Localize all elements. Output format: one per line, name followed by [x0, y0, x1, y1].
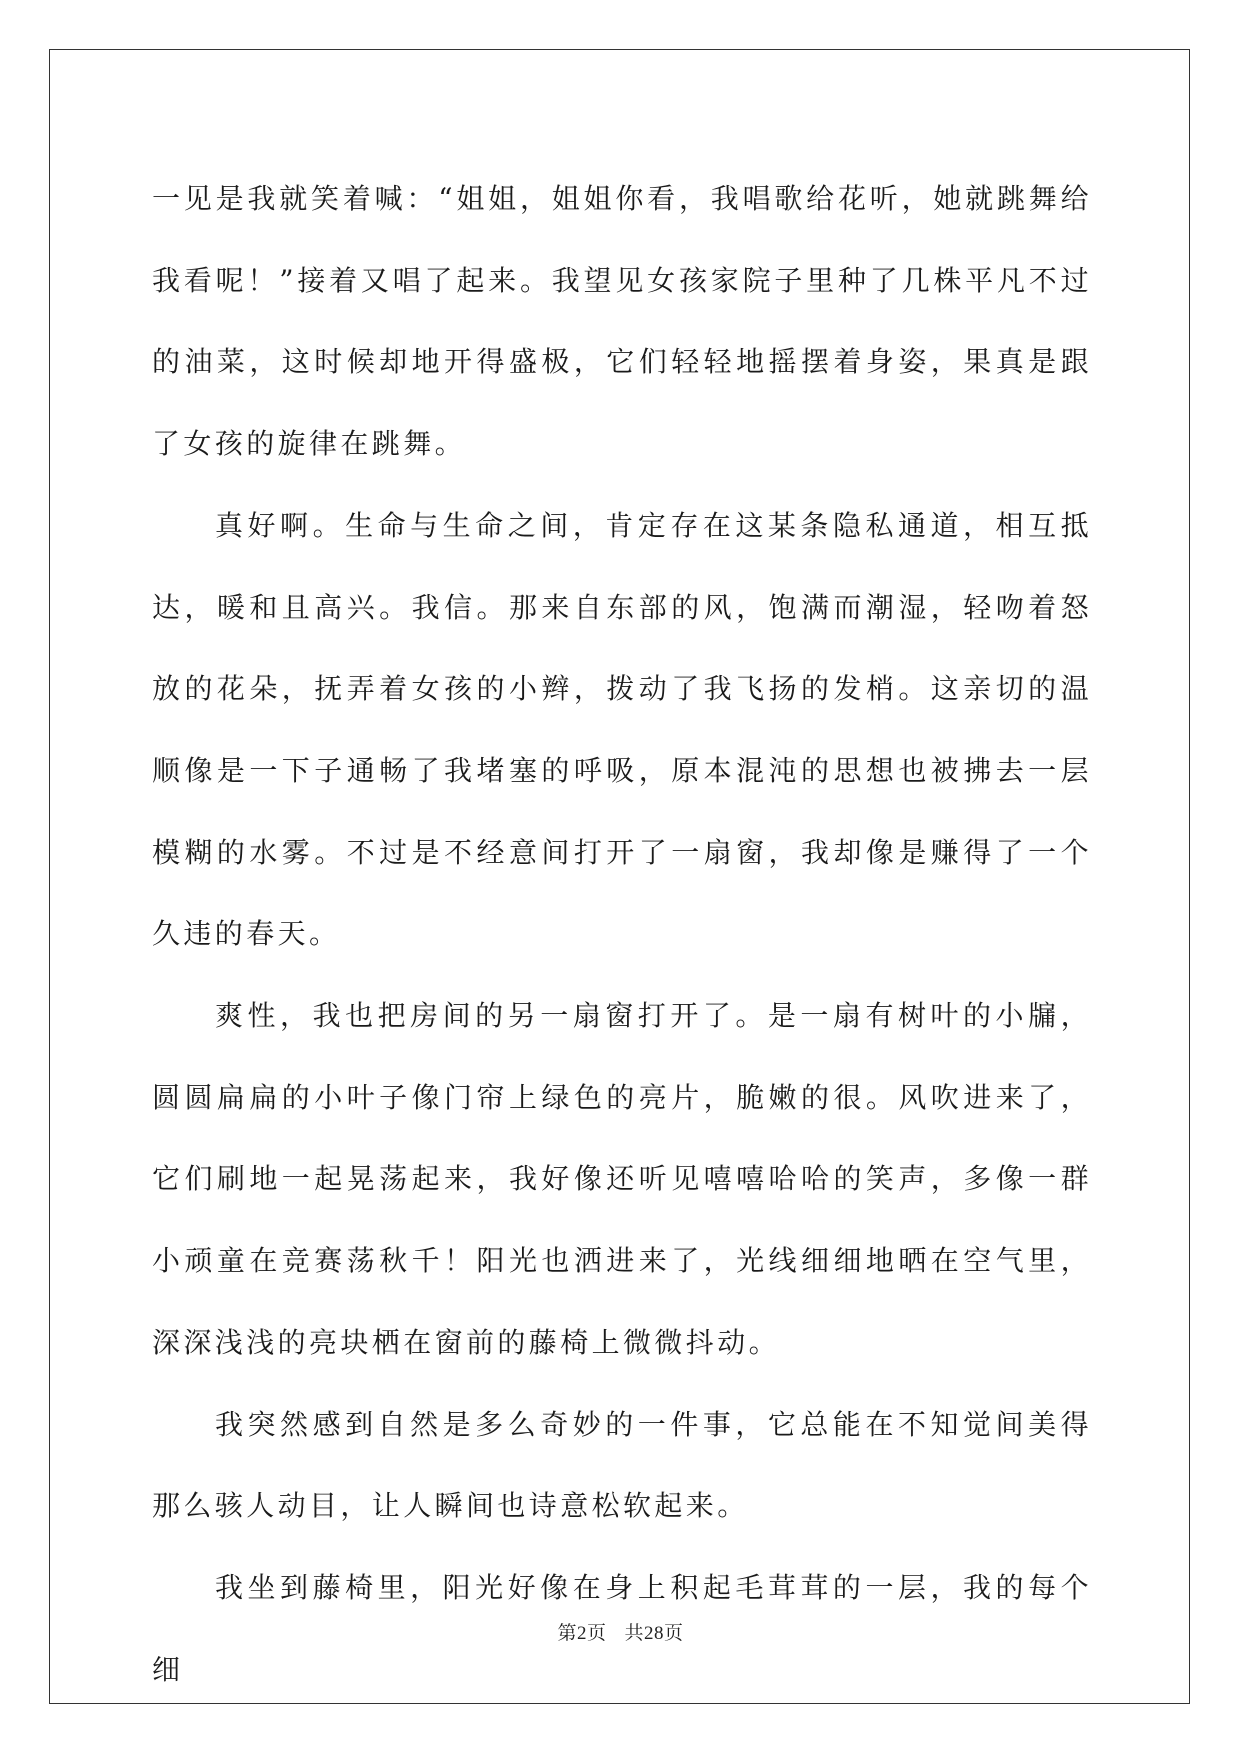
page-number: 第2页	[557, 1623, 607, 1644]
page-footer	[0, 1618, 1241, 1645]
paragraph-2: 真好啊。生命与生命之间，肯定存在这某条隐私通道，相互抵达，暖和且高兴。我信。那来自东部的风，饱满而潮湿，轻吻着怒放的花朵，抚弄着女孩的小辫，拨动了我飞扬的发梢。这亲切的温顺像是一下子通畅了我堵塞的呼吸，原本混沌的思想也被拂去一层模糊的水雾。不过是不经意间打开了一扇窗，我却像是赚得了一个久违的春天。	[152, 508, 1092, 951]
paragraph-4: 我突然感到自然是多么奇妙的一件事，它总能在不知觉间美得那么骇人动目，让人瞬间也诗意松软起来。	[152, 1407, 1092, 1523]
paragraph-5: 我坐到藤椅里，阳光好像在身上积起毛茸茸的一层，我的每个细	[152, 1570, 1092, 1686]
paragraph-1: 一见是我就笑着喊：“姐姐，姐姐你看，我唱歌给花听，她就跳舞给我看呢！”接着又唱了起来。我望见女孩家院子里种了几株平凡不过的油菜，这时候却地开得盛极，它们轻轻地摇摆着身姿，果真是跟了女孩的旋律在跳舞。	[152, 182, 1092, 461]
total-pages: 共28页	[624, 1623, 684, 1644]
paragraph-3: 爽性，我也把房间的另一扇窗打开了。是一扇有树叶的小牖，圆圆扁扁的小叶子像门帘上绿色的亮片，脆嫩的很。风吹进来了，它们刷地一起晃荡起来，我好像还听见嘻嘻哈哈的笑声，多像一群小顽童在竞赛荡秋千！阳光也洒进来了，光线细细地晒在空气里，深深浅浅的亮块栖在窗前的藤椅上微微抖动。	[152, 999, 1092, 1359]
document-body	[152, 158, 1092, 1710]
